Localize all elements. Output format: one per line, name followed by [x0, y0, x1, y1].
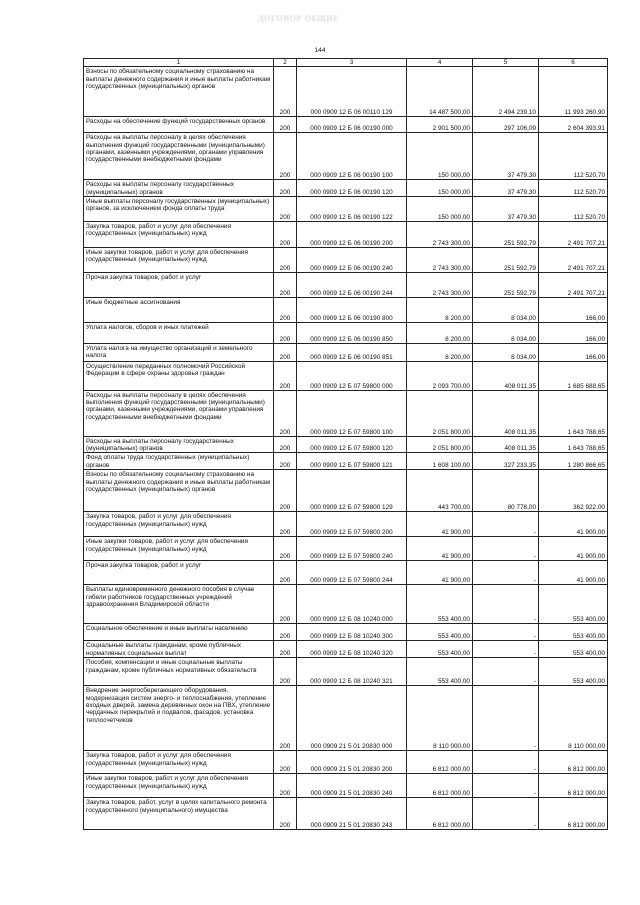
table-row [84, 180, 608, 197]
row-classifier: 000 0909 12 Б 07 59800 000 [297, 361, 407, 390]
table-row [84, 512, 608, 537]
row-name: Иные закупки товаров, работ и услуг для обеспечения государственных (муниципальных) нужд [84, 774, 274, 798]
row-name: Закупка товаров, работ и услуг для обеспечения государственных (муниципальных) нужд [84, 512, 274, 537]
row-unexecuted-amount: 6 812 000,00 [539, 774, 608, 798]
row-name: Осуществление переданных полномочий Российской Федерации в сфере охраны здоровья граждан [84, 361, 274, 390]
row-approved-amount: 150 000,00 [407, 180, 473, 197]
row-classifier: 000 0909 12 Б 07 59800 240 [297, 537, 407, 561]
row-name: Закупка товаров, работ и услуг для обеспечения государственных (муниципальных) нужд [84, 221, 274, 247]
row-executed-amount: - [473, 585, 539, 624]
row-code: 200 [274, 436, 297, 453]
table-row [84, 221, 608, 247]
row-name: Иные бюджетные ассигнования [84, 297, 274, 322]
column-header: 2 [274, 59, 297, 67]
row-classifier: 000 0909 12 Б 06 00190 244 [297, 272, 407, 297]
row-classifier: 000 0909 12 Б 08 10240 321 [297, 658, 407, 686]
row-executed-amount: 251 592,79 [473, 247, 539, 272]
table-row [84, 361, 608, 390]
row-name: Расходы на выплаты персоналу в целях обеспечения выполнения функций государственными (муниципальными) органами, казенными учреждениями, органами управления государственными внебюджетными фондами [84, 390, 274, 436]
row-code: 200 [274, 322, 297, 343]
row-classifier: 000 0909 12 Б 06 00190 850 [297, 322, 407, 343]
table-row [84, 247, 608, 272]
row-unexecuted-amount: 1 643 788,65 [539, 436, 608, 453]
table-row [84, 641, 608, 658]
row-name: Иные закупки товаров, работ и услуг для обеспечения государственных (муниципальных) нужд [84, 247, 274, 272]
row-approved-amount: 2 093 700,00 [407, 361, 473, 390]
row-unexecuted-amount: 553 400,00 [539, 658, 608, 686]
row-classifier: 000 0909 12 Б 07 59800 200 [297, 512, 407, 537]
row-unexecuted-amount: 41 900,00 [539, 512, 608, 537]
row-name: Расходы на выплаты персоналу в целях обеспечения выполнения функций государственными (муниципальными) органами, казенными учреждениями, органами управления государственными внебюджетными фондами [84, 133, 274, 180]
row-name: Прочая закупка товаров, работ и услуг [84, 272, 274, 297]
row-unexecuted-amount: 166,00 [539, 297, 608, 322]
row-approved-amount: 443 700,00 [407, 470, 473, 512]
row-classifier: 000 0909 12 Б 06 00190 240 [297, 247, 407, 272]
scan-watermark: ДОГОВОР ОБЩИЕ [258, 14, 340, 23]
row-executed-amount: 37 479,30 [473, 180, 539, 197]
table-row [84, 390, 608, 436]
row-executed-amount: - [473, 624, 539, 641]
row-classifier: 000 0909 12 Б 06 00190 200 [297, 221, 407, 247]
row-code: 200 [274, 624, 297, 641]
table-row [84, 272, 608, 297]
column-header: 5 [473, 59, 539, 67]
table-row [84, 196, 608, 221]
row-unexecuted-amount: 553 400,00 [539, 585, 608, 624]
row-unexecuted-amount: 2 604 393,91 [539, 117, 608, 133]
row-executed-amount: - [473, 641, 539, 658]
row-name: Расходы на выплаты персоналу государственных (муниципальных) органов [84, 436, 274, 453]
row-code: 200 [274, 67, 297, 117]
row-unexecuted-amount: 2 491 707,21 [539, 221, 608, 247]
table-row [84, 686, 608, 751]
row-unexecuted-amount: 112 520,70 [539, 133, 608, 180]
row-name: Пособия, компенсации и иные социальные выплаты гражданам, кроме публичных нормативных обязательств [84, 658, 274, 686]
row-unexecuted-amount: 1 643 788,65 [539, 390, 608, 436]
row-unexecuted-amount: 553 400,00 [539, 624, 608, 641]
row-approved-amount: 8 110 000,00 [407, 686, 473, 751]
row-classifier: 000 0909 21 5 01 20830 243 [297, 798, 407, 830]
column-header: 4 [407, 59, 473, 67]
row-unexecuted-amount: 2 491 707,21 [539, 272, 608, 297]
row-classifier: 000 0909 12 Б 06 00190 800 [297, 297, 407, 322]
row-classifier: 000 0909 12 Б 06 00110 129 [297, 67, 407, 117]
row-classifier: 000 0909 12 Б 06 00190 120 [297, 180, 407, 197]
row-executed-amount: - [473, 512, 539, 537]
row-approved-amount: 6 812 000,00 [407, 798, 473, 830]
row-approved-amount: 8 200,00 [407, 343, 473, 361]
row-code: 200 [274, 798, 297, 830]
row-unexecuted-amount: 1 685 688,65 [539, 361, 608, 390]
row-classifier: 000 0909 12 Б 07 59800 100 [297, 390, 407, 436]
row-executed-amount: - [473, 751, 539, 774]
row-unexecuted-amount: 41 900,00 [539, 537, 608, 561]
row-unexecuted-amount: 362 922,00 [539, 470, 608, 512]
row-classifier: 000 0909 12 Б 08 10240 320 [297, 641, 407, 658]
row-classifier: 000 0909 12 Б 07 59800 129 [297, 470, 407, 512]
row-code: 200 [274, 686, 297, 751]
table-row [84, 774, 608, 798]
row-executed-amount: 8 034,00 [473, 322, 539, 343]
row-approved-amount: 6 812 000,00 [407, 774, 473, 798]
row-executed-amount: - [473, 561, 539, 585]
table-row [84, 624, 608, 641]
row-code: 200 [274, 117, 297, 133]
row-name: Социальное обеспечение и иные выплаты населению [84, 624, 274, 641]
column-number-row [84, 59, 608, 67]
table-row [84, 798, 608, 830]
row-unexecuted-amount: 166,00 [539, 343, 608, 361]
row-code: 200 [274, 751, 297, 774]
row-code: 200 [274, 585, 297, 624]
row-code: 200 [274, 453, 297, 470]
row-approved-amount: 8 200,00 [407, 297, 473, 322]
row-classifier: 000 0909 12 Б 06 00190 000 [297, 117, 407, 133]
row-name: Расходы на выплаты персоналу государственных (муниципальных) органов [84, 180, 274, 197]
row-unexecuted-amount: 112 520,70 [539, 196, 608, 221]
row-unexecuted-amount: 2 491 707,21 [539, 247, 608, 272]
row-unexecuted-amount: 11 993 260,90 [539, 67, 608, 117]
row-approved-amount: 553 400,00 [407, 658, 473, 686]
row-code: 200 [274, 361, 297, 390]
row-classifier: 000 0909 12 Б 08 10240 300 [297, 624, 407, 641]
row-approved-amount: 6 812 000,00 [407, 751, 473, 774]
row-name: Выплаты единовременного денежного пособия в случае гибели работников государственных учреждений здравоохранения Владимирской области [84, 585, 274, 624]
row-code: 200 [274, 247, 297, 272]
table-row [84, 436, 608, 453]
row-executed-amount: - [473, 537, 539, 561]
table-row [84, 453, 608, 470]
row-executed-amount: - [473, 774, 539, 798]
row-approved-amount: 14 487 500,00 [407, 67, 473, 117]
row-classifier: 000 0909 12 Б 07 59800 244 [297, 561, 407, 585]
budget-execution-table [83, 58, 608, 830]
row-classifier: 000 0909 12 Б 06 00190 100 [297, 133, 407, 180]
row-approved-amount: 553 400,00 [407, 624, 473, 641]
row-approved-amount: 150 000,00 [407, 196, 473, 221]
row-code: 200 [274, 641, 297, 658]
table-row [84, 561, 608, 585]
row-approved-amount: 2 051 800,00 [407, 390, 473, 436]
row-name: Фонд оплаты труда государственных (муниципальных) органов [84, 453, 274, 470]
row-executed-amount: 8 034,00 [473, 297, 539, 322]
row-approved-amount: 41 900,00 [407, 561, 473, 585]
row-code: 200 [274, 297, 297, 322]
table-row [84, 658, 608, 686]
row-executed-amount: 251 592,79 [473, 272, 539, 297]
row-name: Закупка товаров, работ и услуг для обеспечения государственных (муниципальных) нужд [84, 751, 274, 774]
row-unexecuted-amount: 1 280 866,65 [539, 453, 608, 470]
row-name: Внедрение энергосберегающего оборудования, модернизация систем энерго- и теплоснабжения, утепление входных дверей, замена деревянных окон на ПВХ, утепление чердачных перекрытий и подвалов, фасадов, установка теплосчетчиков [84, 686, 274, 751]
row-approved-amount: 41 900,00 [407, 512, 473, 537]
row-executed-amount: 2 494 239,10 [473, 67, 539, 117]
table-row [84, 117, 608, 133]
row-executed-amount: 37 479,30 [473, 196, 539, 221]
row-classifier: 000 0909 21 5 01 20830 240 [297, 774, 407, 798]
row-classifier: 000 0909 12 Б 08 10240 000 [297, 585, 407, 624]
row-executed-amount: 408 011,35 [473, 361, 539, 390]
row-approved-amount: 2 901 500,00 [407, 117, 473, 133]
row-approved-amount: 2 051 800,00 [407, 436, 473, 453]
row-approved-amount: 553 400,00 [407, 641, 473, 658]
row-unexecuted-amount: 553 400,00 [539, 641, 608, 658]
row-approved-amount: 8 200,00 [407, 322, 473, 343]
row-executed-amount: 327 233,35 [473, 453, 539, 470]
row-classifier: 000 0909 12 Б 06 00190 122 [297, 196, 407, 221]
row-code: 200 [274, 470, 297, 512]
row-classifier: 000 0909 12 Б 07 59800 121 [297, 453, 407, 470]
row-classifier: 000 0909 12 Б 07 59800 120 [297, 436, 407, 453]
row-unexecuted-amount: 166,00 [539, 322, 608, 343]
row-executed-amount: 251 592,79 [473, 221, 539, 247]
row-code: 200 [274, 658, 297, 686]
row-unexecuted-amount: 8 110 000,00 [539, 686, 608, 751]
row-executed-amount: 8 034,00 [473, 343, 539, 361]
row-code: 200 [274, 180, 297, 197]
row-executed-amount: - [473, 798, 539, 830]
row-name: Закупка товаров, работ, услуг в целях капитального ремонта государственного (муниципального) имущества [84, 798, 274, 830]
row-unexecuted-amount: 41 900,00 [539, 561, 608, 585]
row-name: Иные закупки товаров, работ и услуг для обеспечения государственных (муниципальных) нужд [84, 537, 274, 561]
row-approved-amount: 41 900,00 [407, 537, 473, 561]
row-approved-amount: 1 608 100,00 [407, 453, 473, 470]
row-name: Расходы на обеспечение функций государственных органов [84, 117, 274, 133]
row-name: Взносы по обязательному социальному страхованию на выплаты денежного содержания и иные выплаты работникам государственных (муниципальных) органов [84, 470, 274, 512]
row-classifier: 000 0909 21 5 01 20830 200 [297, 751, 407, 774]
table-row [84, 297, 608, 322]
row-name: Взносы по обязательному социальному страхованию на выплаты денежного содержания и иные выплаты работникам государственных (муниципальных) органов [84, 67, 274, 117]
row-classifier: 000 0909 12 Б 06 00190 851 [297, 343, 407, 361]
row-code: 200 [274, 196, 297, 221]
row-code: 200 [274, 221, 297, 247]
table-row [84, 751, 608, 774]
row-approved-amount: 2 743 300,00 [407, 221, 473, 247]
row-name: Социальные выплаты гражданам, кроме публичных нормативных социальных выплат [84, 641, 274, 658]
row-code: 200 [274, 343, 297, 361]
row-code: 200 [274, 561, 297, 585]
row-name: Иные выплаты персоналу государственных (муниципальных) органов, за исключением фонда оплаты труда [84, 196, 274, 221]
table-row [84, 67, 608, 117]
row-name: Уплата налога на имущество организаций и земельного налога [84, 343, 274, 361]
row-executed-amount: 408 011,35 [473, 436, 539, 453]
row-executed-amount: - [473, 686, 539, 751]
row-classifier: 000 0909 21 5 01 20830 000 [297, 686, 407, 751]
column-header: 1 [84, 59, 274, 67]
row-unexecuted-amount: 6 812 000,00 [539, 751, 608, 774]
table-row [84, 322, 608, 343]
table-row [84, 585, 608, 624]
row-executed-amount: 408 011,35 [473, 390, 539, 436]
row-code: 200 [274, 133, 297, 180]
row-name: Уплата налогов, сборов и иных платежей [84, 322, 274, 343]
row-unexecuted-amount: 6 812 000,00 [539, 798, 608, 830]
row-code: 200 [274, 390, 297, 436]
row-executed-amount: 37 479,30 [473, 133, 539, 180]
page-number: 144 [314, 47, 326, 54]
row-name: Прочая закупка товаров, работ и услуг [84, 561, 274, 585]
table-row [84, 133, 608, 180]
row-code: 200 [274, 272, 297, 297]
row-approved-amount: 2 743 300,00 [407, 247, 473, 272]
row-approved-amount: 553 400,00 [407, 585, 473, 624]
column-header: 3 [297, 59, 407, 67]
row-approved-amount: 150 000,00 [407, 133, 473, 180]
table-row [84, 470, 608, 512]
row-code: 200 [274, 512, 297, 537]
row-code: 200 [274, 537, 297, 561]
row-unexecuted-amount: 112 520,70 [539, 180, 608, 197]
row-executed-amount: 297 106,09 [473, 117, 539, 133]
table-row [84, 537, 608, 561]
row-code: 200 [274, 774, 297, 798]
table-row [84, 343, 608, 361]
row-executed-amount: - [473, 658, 539, 686]
row-executed-amount: 80 778,00 [473, 470, 539, 512]
column-header: 6 [539, 59, 608, 67]
row-approved-amount: 2 743 300,00 [407, 272, 473, 297]
